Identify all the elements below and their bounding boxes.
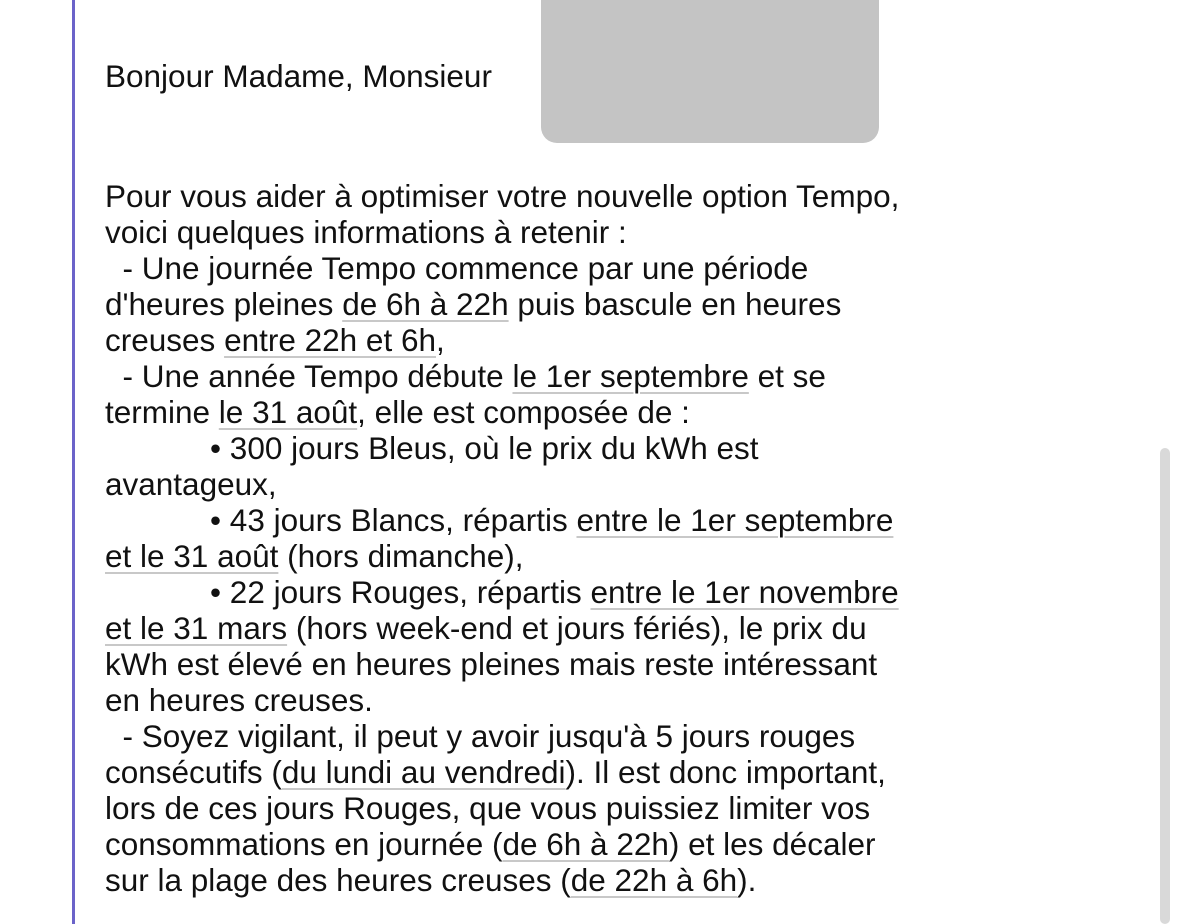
body-text: et se [748,358,826,394]
body-line [105,862,756,898]
date-link[interactable]: le 31 août [218,394,358,430]
body-line [105,574,899,610]
date-link[interactable]: de 6h à 22h [502,826,669,862]
body-line [105,682,373,718]
body-text: , [435,322,445,358]
body-text: ). [737,862,757,898]
body-text: d'heures pleines [105,286,343,322]
body-line [105,646,877,682]
body-text: voici quelques informations à retenir : [105,214,627,250]
body-text: puis bascule en heures [508,286,842,322]
body-line [105,538,524,574]
body-text: en heures creuses. [105,682,373,718]
body-text: - Soyez vigilant, il peut y avoir jusqu'à 5 jours rouges [105,718,856,754]
body-text: Pour vous aider à optimiser votre nouvelle option Tempo, [105,178,900,214]
body-line [105,286,841,322]
date-link[interactable]: entre le 1er novembre [590,574,899,610]
body-line [105,178,899,214]
body-text: creuses [105,322,225,358]
body-text: consommations en journée ( [105,826,503,862]
body-line [105,718,855,754]
date-link[interactable]: et le 31 mars [105,610,288,646]
body-text: • 22 jours Rouges, répartis [105,574,591,610]
body-line [105,754,886,790]
date-link[interactable]: de 22h à 6h [570,862,738,898]
body-line [105,610,867,646]
body-line [105,826,875,862]
body-text: termine [105,394,219,430]
body-text: (hors week-end et jours fériés), le prix du [287,610,867,646]
body-text: - Une année Tempo débute [105,358,513,394]
body-text: ) et les décaler [668,826,876,862]
body-text: consécutifs ( [105,754,282,790]
body-text: sur la plage des heures creuses ( [105,862,571,898]
body-line [105,250,808,286]
quote-bar [72,0,75,924]
date-link[interactable]: et le 31 août [105,538,279,574]
date-link[interactable]: du lundi au vendredi [281,754,566,790]
body-text: (hors dimanche), [278,538,524,574]
body-text: • 300 jours Bleus, où le prix du kWh est [105,430,759,466]
body-text: - Une journée Tempo commence par une période [105,250,809,286]
body-line [105,358,826,394]
body-text: kWh est élevé en heures pleines mais reste intéressant [105,646,878,682]
date-link[interactable]: le 1er septembre [512,358,749,394]
body-line [105,430,759,466]
body-text: avantageux, [105,466,277,502]
body-text: ). Il est donc important, [565,754,886,790]
body-line [105,394,690,430]
scrollbar[interactable] [1160,448,1170,924]
body-line [105,790,870,826]
body-text: , elle est composée de : [357,394,690,430]
body-line [105,466,277,502]
date-link[interactable]: entre le 1er septembre [576,502,894,538]
redaction-box [541,0,879,143]
body-line [105,214,627,250]
date-link[interactable]: de 6h à 22h [342,286,509,322]
body-line [105,322,445,358]
body-line [105,502,893,538]
date-link[interactable]: entre 22h et 6h [224,322,436,358]
body-text: • 43 jours Blancs, répartis [105,502,577,538]
greeting-text: Bonjour Madame, Monsieur [105,58,492,94]
body-text: lors de ces jours Rouges, que vous puissiez limiter vos [105,790,871,826]
